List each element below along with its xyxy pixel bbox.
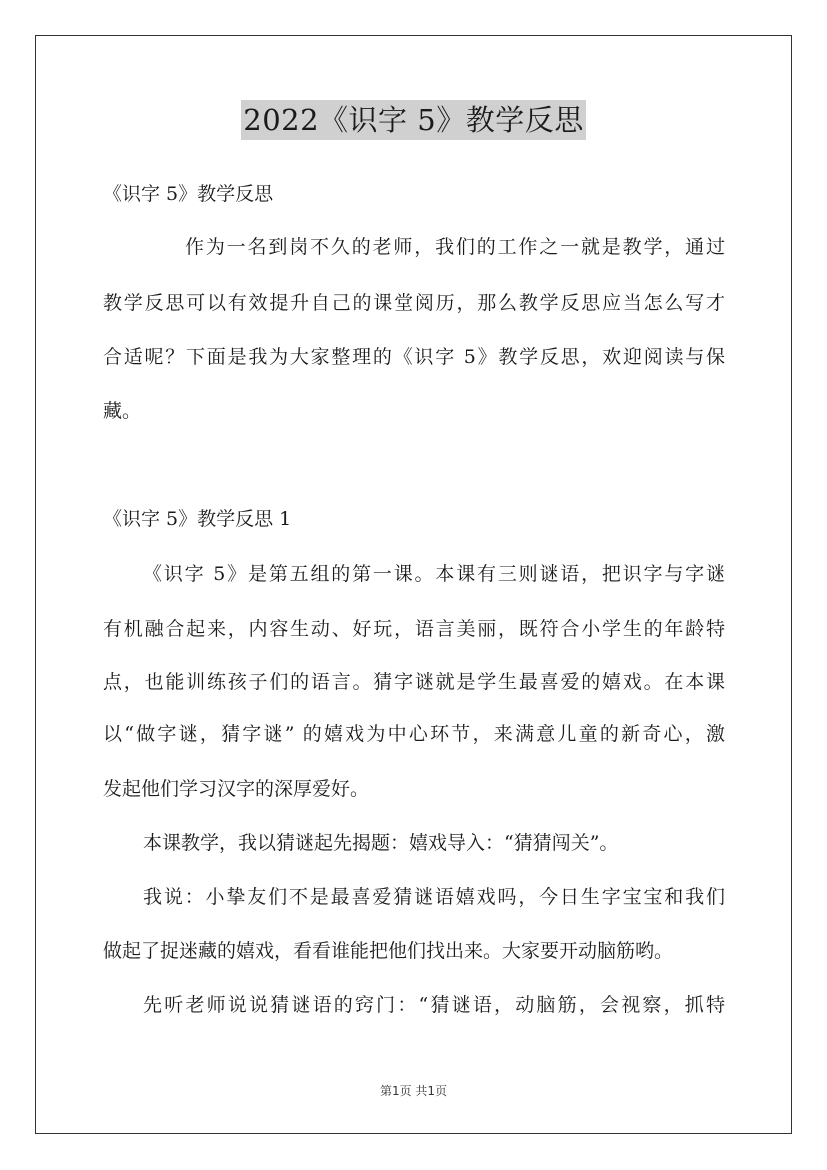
para4-line-1: 先听老师说说猜谜语的窍门：“猜谜语，动脑筋，会视察，抓特 bbox=[143, 994, 725, 1016]
para1-line-3: 点，也能训练孩子们的语言。猜字谜就是学生最喜爱的嬉戏。在本课 bbox=[103, 671, 725, 693]
intro-line-3: 合适呢？下面是我为大家整理的《识字 5》教学反思，欢迎阅读与保 bbox=[103, 346, 725, 368]
page-footer: 第1页 共1页 bbox=[379, 1084, 448, 1098]
para3-line-2: 做起了捉迷藏的嬉戏，看看谁能把他们找出来。大家要开动脑筋哟。 bbox=[103, 940, 674, 962]
para3-line-1: 我说：小挚友们不是最喜爱猜谜语嬉戏吗，今日生字宝宝和我们 bbox=[143, 886, 725, 908]
intro-line-2: 教学反思可以有效提升自己的课堂阅历，那么教学反思应当怎么写才 bbox=[103, 292, 725, 314]
subtitle: 《识字 5》教学反思 bbox=[103, 183, 274, 205]
document-title: 2022《识字 5》教学反思 bbox=[241, 100, 585, 140]
intro-line-4: 藏。 bbox=[103, 400, 142, 422]
para1-line-4: 以“做字谜，猜字谜” 的嬉戏为中心环节，来满意儿童的新奇心，激 bbox=[103, 723, 725, 745]
title-container bbox=[0, 100, 827, 140]
para1-line-1: 《识字 5》是第五组的第一课。本课有三则谜语，把识字与字谜 bbox=[143, 563, 725, 585]
para2: 本课教学，我以猜谜起先揭题：嬉戏导入：“猜猜闯关”。 bbox=[143, 832, 619, 854]
para1-line-5: 发起他们学习汉字的深厚爱好。 bbox=[103, 778, 370, 800]
section-heading: 《识字 5》教学反思 1 bbox=[103, 508, 292, 530]
para1-line-2: 有机融合起来，内容生动、好玩，语言美丽，既符合小学生的年龄特 bbox=[103, 618, 725, 640]
intro-line-1: 作为一名到岗不久的老师，我们的工作之一就是教学，通过 bbox=[185, 236, 725, 258]
